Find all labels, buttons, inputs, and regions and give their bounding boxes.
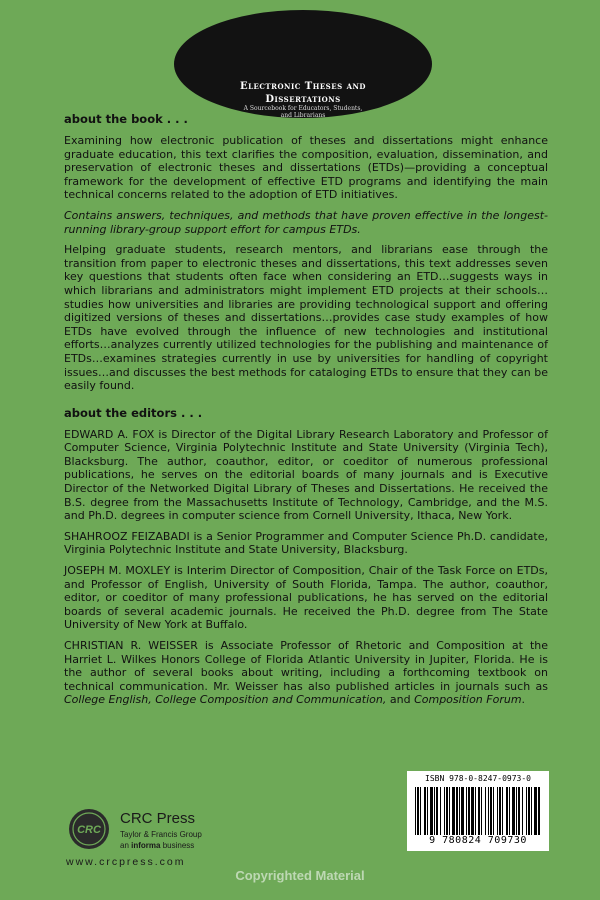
weisser-bio-text: CHRISTIAN R. WEISSER is Associate Professor of Rhetoric and Composition at the Harriet L. Wilkes Honors College of Florida Atlantic University in Jupiter, Florida. He is the author of several books about writing, including a forthcoming textbook on technical communication. Mr. Weisser has also published articles in journals such as xyxy=(64,639,548,693)
barcode-bar xyxy=(440,787,441,835)
barcode-bar xyxy=(446,787,448,835)
about-book-tagline: Contains answers, techniques, and methods that have proven effective in the longest-running library-group support effort for campus ETDs. xyxy=(64,208,548,236)
barcode-bar xyxy=(481,787,482,835)
publisher-group: Taylor & Francis Group xyxy=(120,830,202,839)
weisser-journals-2: Composition Forum xyxy=(414,693,522,707)
informa-bold: informa xyxy=(131,841,161,850)
barcode-bar xyxy=(493,787,494,835)
watermark-bottom: Copyrighted Material xyxy=(235,868,365,883)
barcode-bar xyxy=(420,787,421,835)
barcode-bar xyxy=(526,787,527,835)
barcode-bar xyxy=(497,787,498,835)
barcode-box xyxy=(407,771,549,851)
barcode-bar xyxy=(522,787,523,835)
about-book-paragraph-1: Examining how electronic publication of theses and dissertations might enhance graduate education, this text clarifies the composition, evaluation, dissemination, and preservation of electronic theses and dissertations (ETDs)—providing a conceptual framework for the development of effective ETD programs and identifying the main technical concerns related to the adoption of ETD initiatives. xyxy=(64,134,548,202)
editor-bio-moxley: JOSEPH M. MOXLEY is Interim Director of Composition, Chair of the Task Force on ETDs, and Professor of English, University of South Florida, Tampa. The author, coauthor, editor, or coeditor of many professional publications, he has served on the editorial boards of several academic journals. He received the Ph.D. degree from The State University of New York at Buffalo. xyxy=(64,564,548,632)
barcode-bar xyxy=(499,787,501,835)
barcode-bar xyxy=(518,787,520,835)
informa-suffix: business xyxy=(160,841,195,850)
book-title-line1: Electronic Theses and xyxy=(239,81,367,92)
barcode-bar xyxy=(509,787,510,835)
barcode-bar xyxy=(475,787,476,835)
barcode-bar xyxy=(452,787,455,835)
barcode-bar xyxy=(488,787,489,835)
barcode-bar xyxy=(471,787,474,835)
barcode-bar xyxy=(436,787,438,835)
barcode-bar xyxy=(417,787,419,835)
barcode-bar xyxy=(485,787,486,835)
isbn-label: ISBN 978-0-8247-0973-0 xyxy=(425,774,531,783)
barcode-bar xyxy=(466,787,467,835)
barcode-bar xyxy=(424,787,426,835)
publisher-name: CRC Press xyxy=(120,810,196,827)
crc-logo-text: CRC xyxy=(77,824,101,836)
barcode-bar xyxy=(478,787,480,835)
barcode-bar xyxy=(512,787,515,835)
barcode-bar xyxy=(434,787,435,835)
editor-bio-weisser xyxy=(64,639,548,707)
weisser-journals-1: College English, College Composition and Communication, xyxy=(64,693,387,707)
barcode-bar xyxy=(415,787,416,835)
barcode-bar xyxy=(528,787,530,835)
barcode-bar xyxy=(468,787,470,835)
barcode-bar xyxy=(516,787,517,835)
barcode-bar xyxy=(449,787,450,835)
barcode-number: 9 780824 709730 xyxy=(429,835,527,846)
back-cover-text xyxy=(64,112,548,714)
barcode-bar xyxy=(459,787,460,835)
book-title-line2: Dissertations xyxy=(265,94,341,105)
barcode-bar xyxy=(456,787,458,835)
barcode-bar xyxy=(444,787,445,835)
book-subtitle-line2: and Librarians xyxy=(280,112,326,119)
book-subtitle-line1: A Sourcebook for Educators, Students, xyxy=(243,105,363,112)
book-title xyxy=(174,80,432,106)
publisher-website: www.crcpress.com xyxy=(66,856,186,868)
barcode-bar xyxy=(461,787,464,835)
barcode-bars xyxy=(413,787,543,835)
barcode-bar xyxy=(534,787,537,835)
barcode-bar xyxy=(502,787,503,835)
informa-prefix: an xyxy=(120,841,132,850)
publisher-informa xyxy=(120,841,194,850)
barcode-bar xyxy=(427,787,428,835)
editor-bio-fox: EDWARD A. FOX is Director of the Digital Library Research Laboratory and Professor of Computer Science, Virginia Polytechnic Institute and State University (Virginia Tech), Blacksburg. The author, coauthor, editor, or coeditor of numerous professional publications, he serves on the editorial boards of many journals and is Executive Director of the Networked Digital Library of Theses and Dissertations. He received the B.S. degree from the Massachusetts Institute of Technology, Cambridge, and the M.S. and Ph.D. degrees in computer science from Cornell University, Ithaca, New York. xyxy=(64,427,548,523)
weisser-and: and xyxy=(386,693,415,707)
crc-logo-icon xyxy=(68,808,110,850)
about-book-paragraph-3: Helping graduate students, research mentors, and librarians ease through the transition from paper to electronic theses and dissertations, this text addresses seven key questions that students often face when considering an ETD…suggests ways in which librarians and administrators might implement ETD projects at their schools…studies how universities and libraries are providing technological support and offering digitized versions of theses and dissertations…provides case study examples of how ETDs have evolved through the influence of new technologies and institutional efforts…analyzes currently utilized technologies for the publishing and maintenance of ETDs…examines strategies currently in use by universities for handling of copyright issues…and discusses the best methods for cataloging ETDs to ensure that they can be easily found. xyxy=(64,243,548,393)
editor-bio-feizabadi: SHAHROOZ FEIZABADI is a Senior Programmer and Computer Science Ph.D. candidate, Virginia Polytechnic Institute and State University, Blacksburg. xyxy=(64,529,548,557)
barcode-bar xyxy=(490,787,492,835)
barcode-bar xyxy=(531,787,532,835)
barcode-bar xyxy=(430,787,433,835)
about-book-heading: about the book . . . xyxy=(64,112,188,126)
barcode-bar xyxy=(538,787,540,835)
about-editors-heading: about the editors . . . xyxy=(64,405,203,420)
barcode-bar xyxy=(506,787,508,835)
weisser-end: . xyxy=(521,693,526,707)
